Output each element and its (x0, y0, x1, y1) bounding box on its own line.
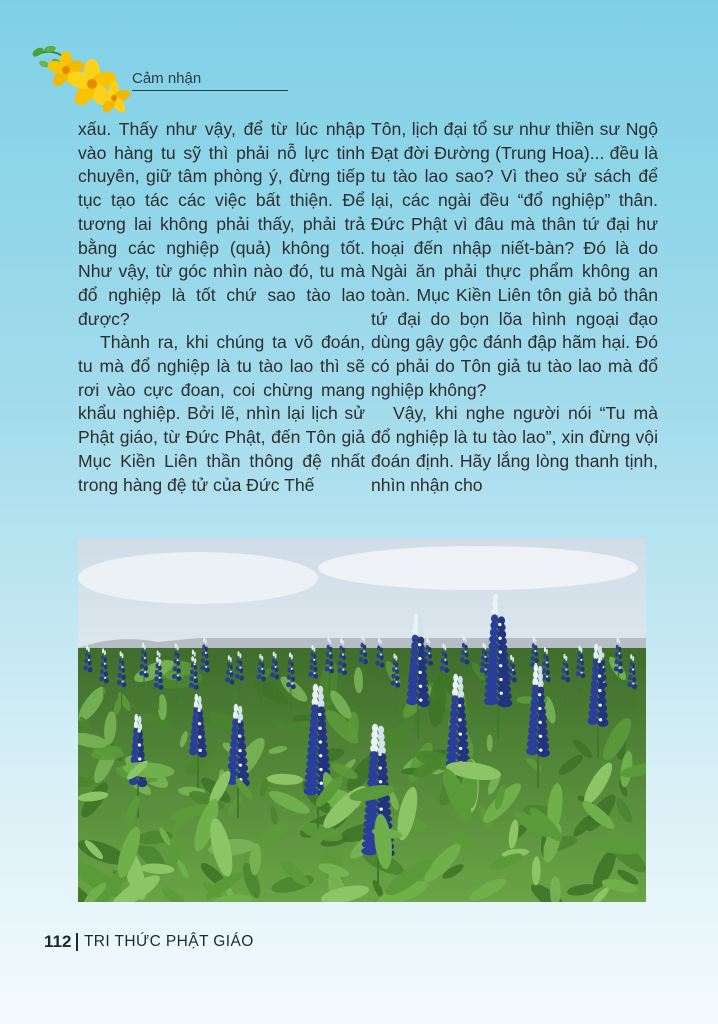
bluebonnet-field-photo (78, 538, 646, 902)
yellow-flower-icon (28, 42, 138, 122)
page-footer (44, 931, 254, 953)
page-number: 112 (44, 932, 72, 951)
section-label: Cảm nhận (132, 70, 202, 87)
page-header (28, 42, 298, 122)
footer-divider (76, 933, 78, 951)
paragraph: Tôn, lịch đại tổ sư như thiền sư Ngộ Đạt đời Đường (Trung Hoa)... đều là tu tào lao sao? Vì theo sử sách để lại, các ngài đều “đổ nghiệp” thân. Đức Phật vì đâu mà thân tứ đại hư hoại đến nhập niết-bàn? Đó là do Ngài ăn phải thực phẩm không an toàn. Mục Kiền Liên tôn giả bỏ thân tứ đại do bọn lõa hình ngoại đạo dùng gậy gộc đánh đập hãm hại. Đó có phải do Tôn giả tu tào lao mà đổ nghiệp không? (371, 119, 658, 400)
article-left-column (78, 118, 365, 497)
paragraph: xấu. Thấy như vậy, để từ lúc nhập vào hàng tu sỹ thì phải nỗ lực tinh chuyên, giữ tâm phòng ý, đừng tiếp tục tạo tác các việc bất thiện. Để tương lai không phải thấy, phải trả bằng các nghiệp (quả) không tốt. Như vậy, từ góc nhìn nào đó, tu mà đổ nghiệp là tốt chứ sao tào lao được? (78, 119, 365, 329)
paragraph: Vậy, khi nghe người nói “Tu mà đổ nghiệp là tu tào lao”, xin đừng vội đoán định. Hãy lắng lòng thanh tịnh, nhìn nhận cho (371, 403, 658, 495)
paragraph: Thành ra, khi chúng ta võ đoán, tu mà đổ nghiệp là tu tào lao thì sẽ rơi vào cực đoan, coi chừng mang khẩu nghiệp. Bởi lẽ, nhìn lại lịch sử Phật giáo, từ Đức Phật, đến Tôn giả Mục Kiền Liên thần thông đệ nhất trong hàng đệ tử của Đức Thế (78, 332, 365, 495)
section-divider (132, 90, 288, 91)
publication-name: TRI THỨC PHẬT GIÁO (83, 933, 254, 950)
article-right-column (371, 118, 658, 497)
